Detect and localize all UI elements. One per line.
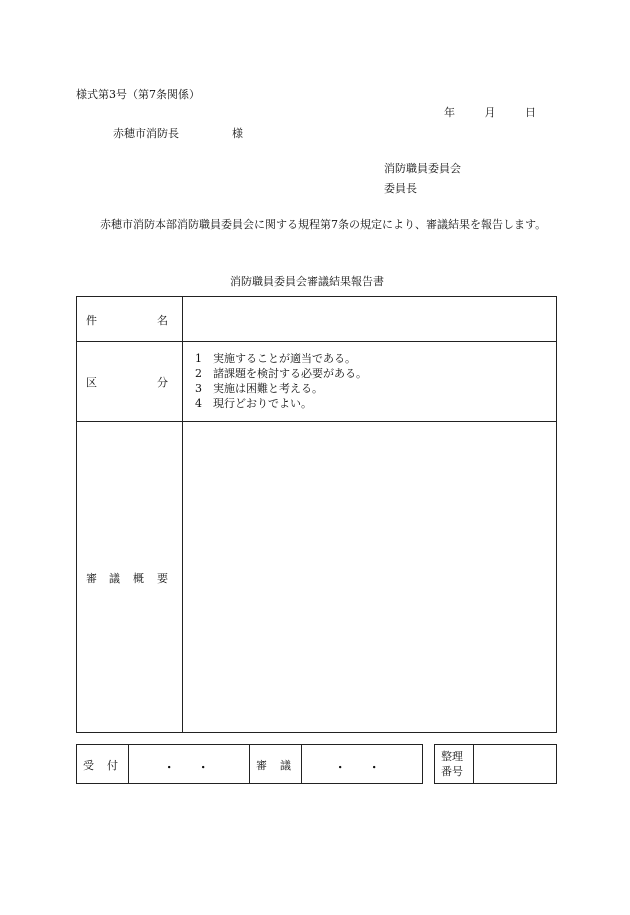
date-year: 年 — [444, 106, 455, 119]
summary-label-char-4: 要 — [157, 572, 168, 585]
received-deliberation-box — [76, 744, 423, 784]
sender-organization: 消防職員委員会 — [384, 162, 461, 175]
sender-title: 委員長 — [384, 182, 417, 195]
date-line — [444, 104, 536, 120]
received-date-dot-1: ． — [167, 756, 181, 772]
summary-value-field[interactable] — [183, 422, 556, 732]
summary-label-cell — [77, 422, 183, 732]
document-title: 消防職員委員会審議結果報告書 — [230, 275, 384, 288]
category-label-cell — [77, 342, 183, 421]
deliberation-label-char-2: 議 — [280, 759, 291, 772]
summary-row — [77, 422, 556, 732]
category-label-char-1: 区 — [86, 376, 97, 389]
category-row — [77, 342, 556, 422]
body-text: 赤穂市消防本部消防職員委員会に関する規程第7条の規定により、審議結果を報告します。 — [100, 218, 547, 231]
summary-label-char-2: 議 — [109, 572, 120, 585]
received-label-char-1: 受 — [83, 759, 94, 772]
received-label-char-2: 付 — [107, 759, 118, 772]
subject-label-char-1: 件 — [86, 314, 97, 327]
addressee-name: 赤穂市消防長 — [113, 127, 179, 140]
category-option-2[interactable]: 2 諸課題を検討する必要がある。 — [195, 367, 367, 380]
filing-number-label-cell — [435, 745, 474, 783]
addressee-honorific: 様 — [232, 127, 243, 140]
received-label-cell — [77, 745, 129, 783]
date-month: 月 — [484, 106, 496, 119]
category-label-char-2: 分 — [157, 376, 168, 389]
filing-number-field[interactable] — [474, 745, 556, 783]
category-options-list — [195, 351, 367, 411]
date-day: 日 — [525, 106, 536, 119]
subject-label-cell — [77, 297, 183, 341]
category-option-4[interactable]: 4 現行どおりでよい。 — [195, 397, 312, 410]
summary-label-char-3: 概 — [133, 572, 144, 585]
deliberation-date-field[interactable] — [302, 745, 422, 783]
deliberation-label-cell — [250, 745, 302, 783]
form-number: 様式第3号（第7条関係） — [76, 88, 200, 101]
summary-label-char-1: 審 — [86, 572, 97, 585]
filing-number-box — [434, 744, 557, 784]
report-table — [76, 296, 557, 733]
deliberation-date-dot-1: ． — [338, 756, 352, 772]
received-date-field[interactable] — [129, 745, 250, 783]
deliberation-label-char-1: 審 — [256, 759, 267, 772]
deliberation-date-dot-2: ． — [372, 756, 386, 772]
category-option-1[interactable]: 1 実施することが適当である。 — [195, 352, 356, 365]
category-options-cell — [183, 342, 556, 421]
subject-row — [77, 297, 556, 342]
subject-value-field[interactable] — [183, 297, 556, 341]
filing-number-label: 整理 番号 — [441, 750, 463, 778]
category-option-3[interactable]: 3 実施は困難と考える。 — [195, 382, 323, 395]
subject-label-char-2: 名 — [157, 314, 168, 327]
received-date-dot-2: ． — [201, 756, 215, 772]
